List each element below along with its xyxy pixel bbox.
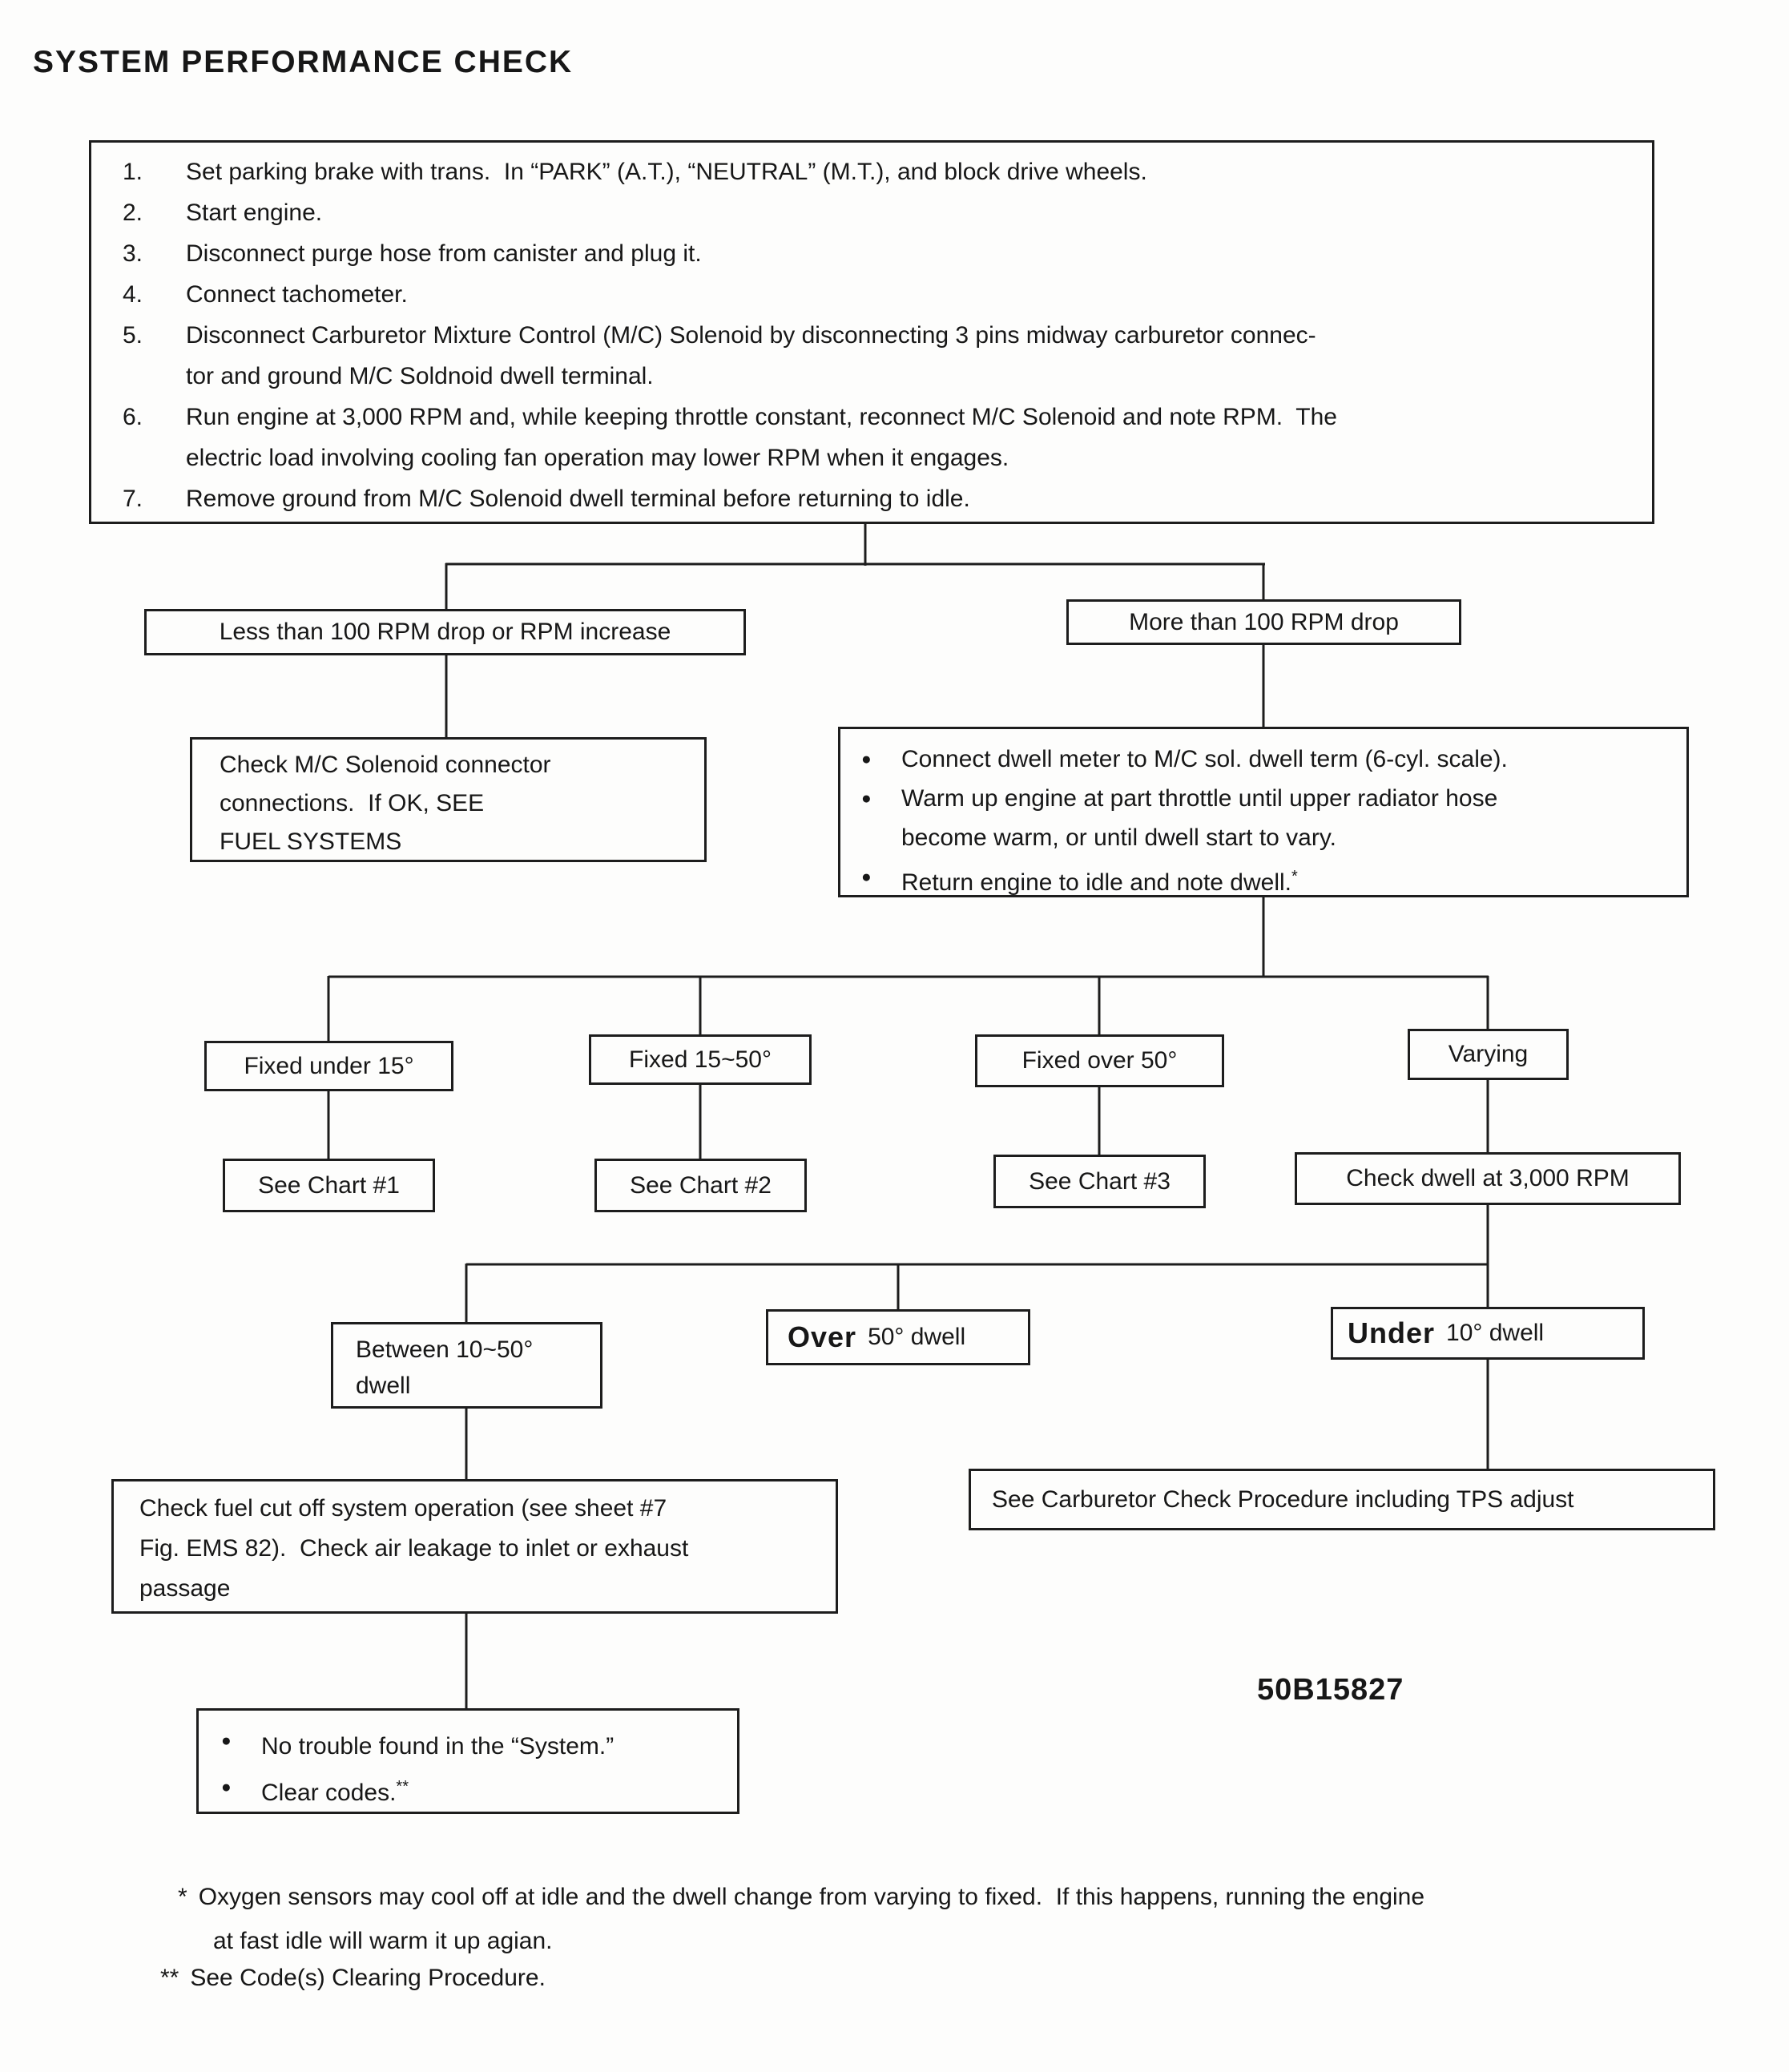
step-text: Run engine at 3,000 RPM and, while keeping throttle constant, reconnect M/C Solenoid and note RPM. The electric load involving cooling fan operation may lower RPM when it engages.: [186, 404, 1337, 471]
bullet-icon: ●: [861, 750, 872, 768]
node-check-dwell-3000-rpm: [1295, 1152, 1681, 1205]
bullet-item: ● No trouble found in the “System.”: [221, 1720, 729, 1767]
procedure-step: [123, 397, 1630, 478]
node-label: 10° dwell: [1446, 1320, 1545, 1346]
step-number: 6.: [123, 404, 143, 430]
footnote-text: Oxygen sensors may cool off at idle and the dwell change from varying to fixed. If this happens, running the engine: [198, 1884, 1425, 1910]
bullet-item: ● Clear codes.**: [221, 1767, 729, 1813]
node-more-than-100-rpm: [1066, 599, 1461, 645]
bullet-icon: ●: [861, 868, 872, 886]
step-number: 5.: [123, 322, 143, 349]
node-see-chart-2: [594, 1159, 807, 1212]
footnote-reference: *: [1291, 868, 1298, 885]
figure-number: 50B15827: [1257, 1673, 1404, 1707]
step-text: Remove ground from M/C Solenoid dwell terminal before returning to idle.: [186, 486, 970, 512]
procedure-steps-box: [89, 140, 1654, 524]
step-text: Disconnect purge hose from canister and plug it.: [186, 240, 702, 267]
node-carburetor-check-procedure: [969, 1469, 1715, 1530]
node-label: Fixed under 15°: [244, 1052, 414, 1079]
step-number: 4.: [123, 281, 143, 308]
step-text: Start engine.: [186, 200, 323, 226]
procedure-step: [123, 274, 1630, 315]
node-varying: [1408, 1029, 1569, 1080]
footnote-asterisk: [178, 1875, 1424, 1963]
node-label: More than 100 RPM drop: [1129, 608, 1399, 635]
footnote-text: at fast idle will warm it up agian.: [213, 1928, 553, 1954]
node-under-10-dwell: [1331, 1307, 1645, 1360]
bullet-item: ● Warm up engine at part throttle until upper radiator hose become warm, or until dwell start to vary.: [861, 779, 1672, 857]
node-label: Less than 100 RPM drop or RPM increase: [219, 619, 671, 645]
node-label: See Chart #1: [258, 1171, 400, 1199]
procedure-step: [123, 192, 1630, 233]
bullet-icon: ●: [221, 1778, 232, 1796]
node-label: Fixed over 50°: [1021, 1047, 1178, 1074]
node-over-50-dwell: [766, 1309, 1030, 1365]
footnote-double-asterisk: [160, 1965, 546, 1992]
procedure-step: [123, 478, 1630, 519]
node-dwell-meter-procedure: [838, 727, 1689, 897]
step-text: Connect tachometer.: [186, 281, 408, 308]
footnote-text: See Code(s) Clearing Procedure.: [190, 1965, 546, 1991]
node-label: Varying: [1448, 1041, 1529, 1067]
asterisk-mark: *: [178, 1884, 187, 1910]
step-number: 2.: [123, 200, 143, 226]
footnote-reference: **: [396, 1778, 409, 1796]
bullet-icon: ●: [861, 789, 872, 808]
node-label-bold: Over: [788, 1320, 857, 1353]
node-see-chart-1: [223, 1159, 435, 1212]
procedure-step: [123, 233, 1630, 274]
node-label: 50° dwell: [868, 1324, 966, 1350]
node-fixed-15-50: [589, 1034, 812, 1085]
page-title: SYSTEM PERFORMANCE CHECK: [33, 45, 574, 79]
double-asterisk-mark: **: [160, 1965, 179, 1991]
step-text: Disconnect Carburetor Mixture Control (M/C) Solenoid by disconnecting 3 pins midway carburetor connec- tor and ground M/C Soldnoid dwell terminal.: [186, 322, 1316, 389]
node-fixed-under-15: [204, 1041, 453, 1091]
step-number: 3.: [123, 240, 143, 267]
step-number: 1.: [123, 159, 143, 185]
node-label: See Chart #2: [630, 1171, 772, 1199]
step-text: Set parking brake with trans. In “PARK” (A.T.), “NEUTRAL” (M.T.), and block drive wheels.: [186, 159, 1147, 185]
node-less-than-100-rpm: [144, 609, 746, 655]
procedure-step: [123, 151, 1630, 192]
node-label: See Carburetor Check Procedure including TPS adjust: [992, 1485, 1574, 1513]
step-number: 7.: [123, 486, 143, 512]
procedure-step: [123, 315, 1630, 397]
node-fixed-over-50: [975, 1034, 1224, 1087]
node-check-mc-solenoid: Check M/C Solenoid connector connections. If OK, SEE FUEL SYSTEMS: [190, 737, 707, 862]
node-fuel-cut-off-check: Check fuel cut off system operation (see sheet #7 Fig. EMS 82). Check air leakage to inlet or exhaust passage: [111, 1479, 838, 1614]
bullet-item: ● Connect dwell meter to M/C sol. dwell term (6-cyl. scale).: [861, 740, 1672, 779]
bullet-icon: ●: [221, 1731, 232, 1750]
node-see-chart-3: [993, 1155, 1206, 1208]
node-label: Fixed 15~50°: [629, 1046, 772, 1073]
node-no-trouble-clear-codes: [196, 1708, 739, 1814]
node-between-10-50-dwell: Between 10~50° dwell: [331, 1322, 602, 1409]
node-label-bold: Under: [1348, 1316, 1436, 1349]
node-label: See Chart #3: [1029, 1167, 1171, 1195]
node-label: Check dwell at 3,000 RPM: [1346, 1165, 1630, 1191]
bullet-item: ● Return engine to idle and note dwell.*: [861, 857, 1672, 902]
